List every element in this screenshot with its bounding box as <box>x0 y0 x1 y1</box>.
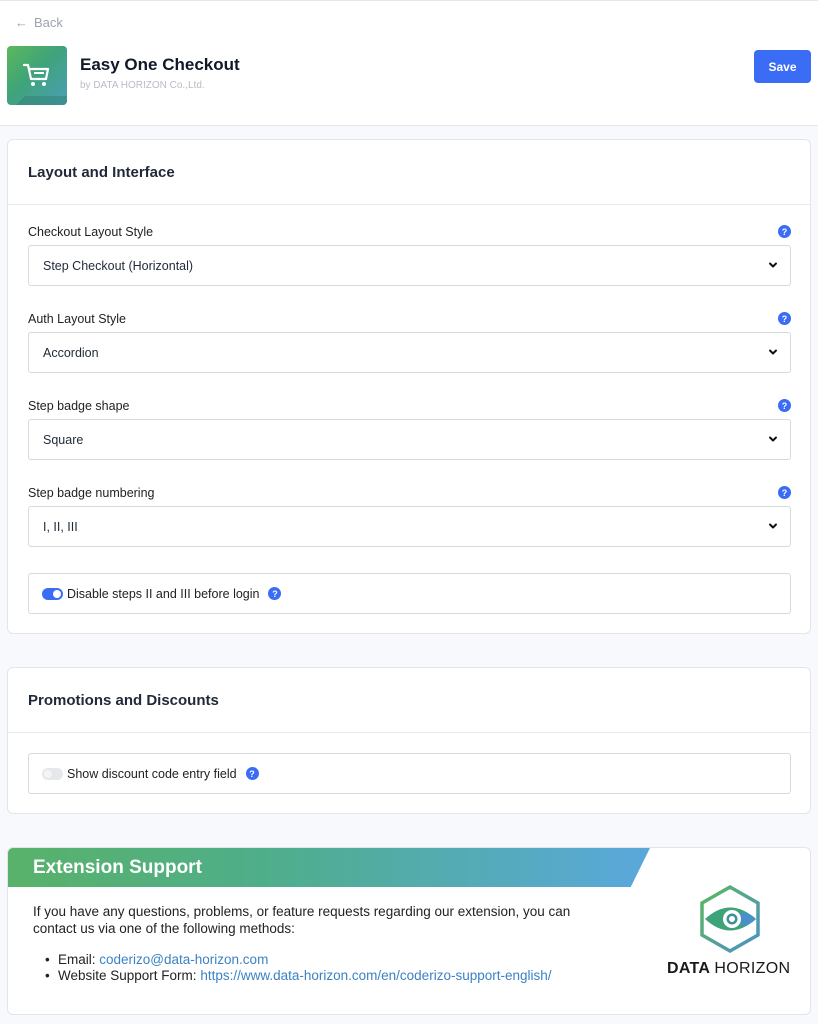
arrow-left-icon: ← <box>15 15 28 30</box>
layout-interface-card <box>7 139 811 634</box>
support-title: Extension Support <box>33 857 202 878</box>
chevron-down-icon <box>768 259 778 271</box>
app-logo <box>7 46 67 105</box>
promotions-discounts-card <box>7 667 811 814</box>
logo-text-bold: DATA <box>667 960 710 977</box>
section-title: Promotions and Discounts <box>28 691 219 709</box>
list-item <box>45 968 552 984</box>
support-form-link[interactable]: https://www.data-horizon.com/en/coderizo-support-english/ <box>200 968 552 983</box>
data-horizon-logo-icon <box>698 884 762 954</box>
help-icon[interactable]: ? <box>778 486 791 499</box>
layout-interface-header <box>8 140 810 205</box>
back-link[interactable] <box>15 15 63 30</box>
chevron-down-icon <box>768 346 778 358</box>
extension-support-card <box>7 847 811 1015</box>
select-value: Accordion <box>43 345 99 360</box>
promotions-discounts-header <box>8 668 810 733</box>
select-value: Step Checkout (Horizontal) <box>43 258 194 273</box>
toggle-label: Show discount code entry field <box>67 766 237 781</box>
toggle-label: Disable steps II and III before login <box>67 586 260 601</box>
logo-text-light: HORIZON <box>714 960 791 977</box>
disable-steps-toggle-row <box>28 573 791 614</box>
field-label: Step badge shape <box>28 399 130 413</box>
discount-code-toggle[interactable] <box>42 768 63 780</box>
disable-steps-toggle[interactable] <box>42 588 63 600</box>
section-title: Layout and Interface <box>28 163 175 181</box>
support-email-link[interactable]: coderizo@data-horizon.com <box>99 952 269 967</box>
data-horizon-logo-text <box>667 960 790 978</box>
email-label: Email: <box>58 952 96 967</box>
step-badge-shape-select[interactable] <box>28 419 791 460</box>
checkout-layout-style-select[interactable] <box>28 245 791 286</box>
app-title: Easy One Checkout <box>80 55 240 74</box>
support-description: If you have any questions, problems, or feature requests regarding our extension, you can contact us via one of the following methods: <box>33 904 571 936</box>
select-value: I, II, III <box>43 519 78 534</box>
field-label: Step badge numbering <box>28 486 155 500</box>
field-label: Checkout Layout Style <box>28 225 154 239</box>
field-label: Auth Layout Style <box>28 312 126 326</box>
support-form-label: Website Support Form: <box>58 968 197 983</box>
select-value: Square <box>43 432 84 447</box>
chevron-down-icon <box>768 433 778 445</box>
step-badge-numbering-select[interactable] <box>28 506 791 547</box>
cart-icon <box>21 59 53 91</box>
app-subtitle: by DATA HORIZON Co.,Ltd. <box>80 80 205 91</box>
help-icon[interactable]: ? <box>778 225 791 238</box>
auth-layout-style-select[interactable] <box>28 332 791 373</box>
help-icon[interactable]: ? <box>246 767 259 780</box>
list-item <box>45 952 552 968</box>
help-icon[interactable]: ? <box>268 587 281 600</box>
top-bar <box>0 0 818 126</box>
back-label: Back <box>34 15 63 30</box>
support-contact-list <box>45 952 552 984</box>
discount-code-toggle-row <box>28 753 791 794</box>
save-button[interactable]: Save <box>754 50 811 83</box>
chevron-down-icon <box>768 520 778 532</box>
help-icon[interactable]: ? <box>778 399 791 412</box>
help-icon[interactable]: ? <box>778 312 791 325</box>
